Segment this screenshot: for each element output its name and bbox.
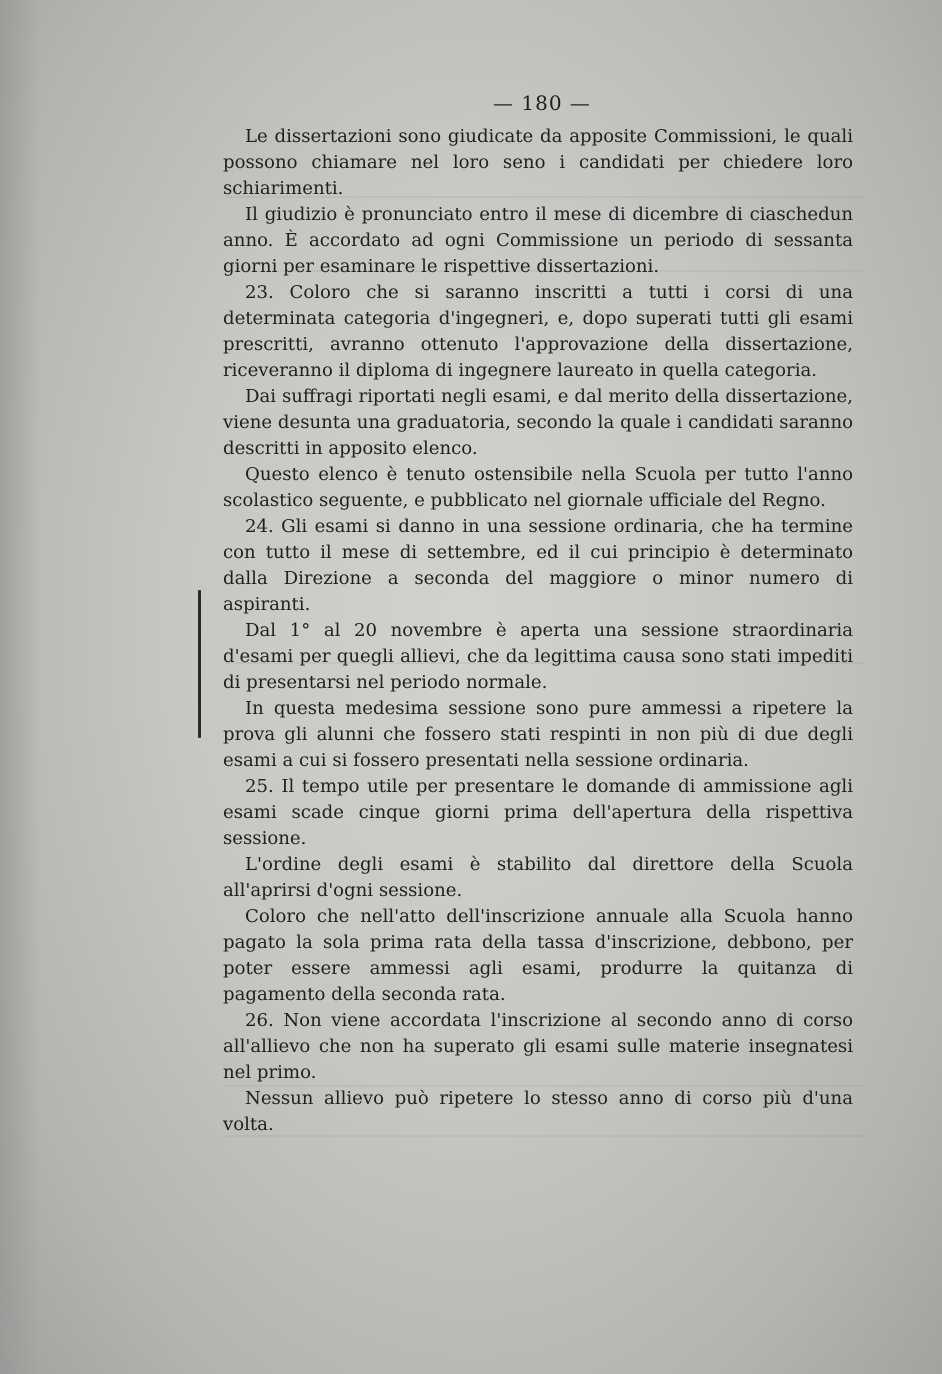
paragraph-article-23: 23. Coloro che si saranno inscritti a tutti i corsi di una determinata categoria d'ingegneri, e, dopo superati tutti gli esami prescritti, avranno ottenuto l'approvazione della dissertazione, riceveranno il diploma di ingegnere laureato in quella categoria. bbox=[223, 282, 853, 381]
paragraph: Questo elenco è tenuto ostensibile nella Scuola per tutto l'anno scolastico seguente, e pubblicato nel giornale ufficiale del Regno. bbox=[223, 464, 853, 511]
paragraph: Nessun allievo può ripetere lo stesso anno di corso più d'una volta. bbox=[223, 1088, 853, 1135]
paragraph-article-24: 24. Gli esami si danno in una sessione ordinaria, che ha termine con tutto il mese di settembre, ed il cui principio è determinato dalla Direzione a seconda del maggiore o minor numero di aspiranti. bbox=[223, 516, 853, 615]
paragraph: Dai suffragi riportati negli esami, e dal merito della dissertazione, viene desunta una graduatoria, secondo la quale i candidati saranno descritti in apposito elenco. bbox=[223, 386, 853, 459]
paragraph: Le dissertazioni sono giudicate da apposite Commissioni, le quali possono chiamare nel loro seno i candidati per chiedere loro schiarimenti. bbox=[223, 126, 853, 199]
page-number: — 180 — bbox=[493, 91, 591, 115]
text-body bbox=[223, 124, 853, 1138]
page-edge-shadow bbox=[0, 0, 40, 1374]
paragraph: Coloro che nell'atto dell'inscrizione annuale alla Scuola hanno pagato la sola prima rata della tassa d'inscrizione, debbono, per poter essere ammessi agli esami, produrre la quitanza di pagamento della seconda rata. bbox=[223, 906, 853, 1005]
paragraph: Dal 1° al 20 novembre è aperta una sessione straordinaria d'esami per quegli allievi, che da legittima causa sono stati impediti di presentarsi nel periodo normale. bbox=[223, 620, 853, 693]
paragraph: Il giudizio è pronunciato entro il mese di dicembre di ciaschedun anno. È accordato ad ogni Commissione un periodo di sessanta giorni per esaminare le rispettive dissertazioni. bbox=[223, 204, 853, 277]
paragraph: L'ordine degli esami è stabilito dal direttore della Scuola all'aprirsi d'ogni sessione. bbox=[223, 854, 853, 901]
paragraph-article-26: 26. Non viene accordata l'inscrizione al secondo anno di corso all'allievo che non ha superato gli esami sulle materie insegnatesi nel primo. bbox=[223, 1010, 853, 1083]
paragraph: In questa medesima sessione sono pure ammessi a ripetere la prova gli alunni che fossero stati respinti in non più di due degli esami a cui si fossero presentati nella sessione ordinaria. bbox=[223, 698, 853, 771]
margin-mark-line bbox=[198, 590, 201, 738]
paragraph-article-25: 25. Il tempo utile per presentare le domande di ammissione agli esami scade cinque giorni prima dell'apertura della rispettiva sessione. bbox=[223, 776, 853, 849]
